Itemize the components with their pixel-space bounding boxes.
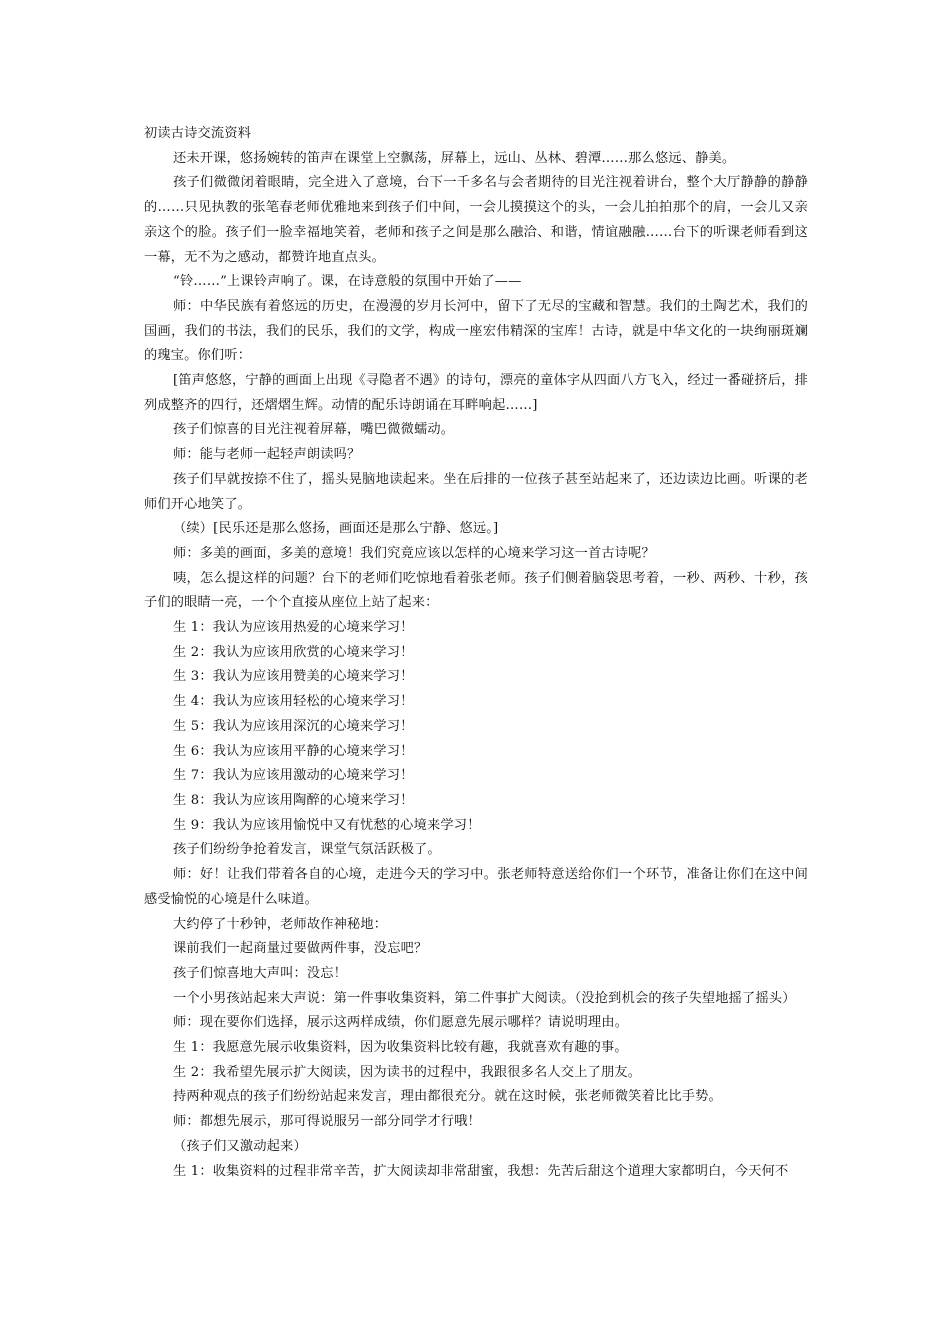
paragraph: 孩子们纷纷争抢着发言，课堂气氛活跃极了。 [173, 842, 441, 858]
paragraph: 一个小男孩站起来大声说：第一件事收集资料，第二件事扩大阅读。（没抢到机会的孩子失望地摇了摇头） [173, 990, 796, 1006]
paragraph: 生 9：我认为应该用愉悦中又有忧愁的心境来学习！ [173, 817, 481, 833]
paragraph: 师：多美的画面，多美的意境！我们究竟应该以怎样的心境来学习这一首古诗呢？ [173, 545, 655, 561]
paragraph: 生 2：我认为应该用欣赏的心境来学习！ [173, 644, 414, 660]
paragraph: 生 2：我希望先展示扩大阅读，因为读书的过程中，我跟很多名人交上了朋友。 [173, 1064, 642, 1080]
paragraph: 生 6：我认为应该用平静的心境来学习！ [173, 743, 414, 759]
paragraph: 孩子们微微闭着眼睛，完全进入了意境，台下一千多名与会者期待的目光注视着讲台，整个大厅静静的静静的……只见执教的张笔春老师优雅地来到孩子们中间，一会儿摸摸这个的头，一会儿拍拍那个的肩，一会儿又亲亲这个的脸。孩子们一脸幸福地笑着，老师和孩子之间是那么融洽、和谐，情谊融融……台下的听课老师看到这一幕，无不为之感动，都赞许地直点头。 [144, 175, 808, 265]
document-page [144, 122, 808, 1184]
paragraph: 师：中华民族有着悠远的历史，在漫漫的岁月长河中，留下了无尽的宝藏和智慧。我们的土陶艺术，我们的国画，我们的书法，我们的民乐，我们的文学，构成一座宏伟精深的宝库！古诗，就是中华文化的一块绚丽斑斓的瑰宝。你们听： [144, 298, 808, 364]
paragraph: 孩子们早就按捺不住了，摇头晃脑地读起来。坐在后排的一位孩子甚至站起来了，还边读边比画。听课的老师们开心地笑了。 [144, 471, 808, 512]
paragraph: “铃……”上课铃声响了。课，在诗意般的氛围中开始了—— [173, 274, 522, 290]
paragraph: 生 7：我认为应该用激动的心境来学习！ [173, 768, 414, 784]
paragraph: [笛声悠悠，宁静的画面上出现《寻隐者不遇》的诗句，漂亮的童体字从四面八方飞入，经过一番碰挤后，排列成整齐的四行，还熠熠生辉。动情的配乐诗朗诵在耳畔响起……] [144, 373, 808, 413]
paragraph: 生 5：我认为应该用深沉的心境来学习！ [173, 718, 414, 734]
paragraph: （孩子们又激动起来） [173, 1138, 307, 1154]
paragraph: 生 3：我认为应该用赞美的心境来学习！ [173, 669, 414, 685]
paragraph: 持两种观点的孩子们纷纷站起来发言，理由都很充分。就在这时候，张老师微笑着比比手势。 [173, 1089, 722, 1105]
paragraph: 生 4：我认为应该用轻松的心境来学习！ [173, 694, 414, 710]
paragraph: （续）[民乐还是那么悠扬，画面还是那么宁静、悠远。] [173, 521, 499, 537]
paragraph: 孩子们惊喜的目光注视着屏幕，嘴巴微微蠕动。 [173, 422, 455, 438]
paragraph: 大约停了十秒钟，老师故作神秘地： [173, 916, 388, 932]
paragraph: 师：好！让我们带着各自的心境，走进今天的学习中。张老师特意送给你们一个环节，准备让你们在这中间感受愉悦的心境是什么味道。 [144, 867, 808, 907]
paragraph: 生 1：收集资料的过程非常辛苦，扩大阅读却非常甜蜜，我想：先苦后甜这个道理大家都明白，今天何不 [173, 1163, 789, 1179]
paragraph: 还未开课，悠扬婉转的笛声在课堂上空飘荡，屏幕上，远山、丛林、碧潭……那么悠远、静美。 [173, 150, 736, 166]
paragraph: 生 1：我愿意先展示收集资料，因为收集资料比较有趣，我就喜欢有趣的事。 [173, 1040, 628, 1056]
paragraph: 师：现在要你们选择，展示这两样成绩，你们愿意先展示哪样？请说明理由。 [173, 1015, 629, 1031]
paragraph: 生 1：我认为应该用热爱的心境来学习！ [173, 620, 414, 636]
paragraph: 师：都想先展示，那可得说服另一部分同学才行哦！ [173, 1114, 481, 1130]
paragraph: 师：能与老师一起轻声朗读吗？ [173, 447, 361, 463]
document-title: 初读古诗交流资料 [144, 126, 252, 141]
paragraph: 孩子们惊喜地大声叫：没忘！ [173, 965, 348, 981]
paragraph: 咦，怎么提这样的问题？台下的老师们吃惊地看着张老师。孩子们侧着脑袋思考着，一秒、两秒、十秒，孩子们的眼睛一亮，一个个直接从座位上站了起来： [144, 570, 808, 611]
paragraph: 生 8：我认为应该用陶醉的心境来学习！ [173, 792, 414, 808]
paragraph: 课前我们一起商量过要做两件事，没忘吧？ [173, 941, 428, 957]
